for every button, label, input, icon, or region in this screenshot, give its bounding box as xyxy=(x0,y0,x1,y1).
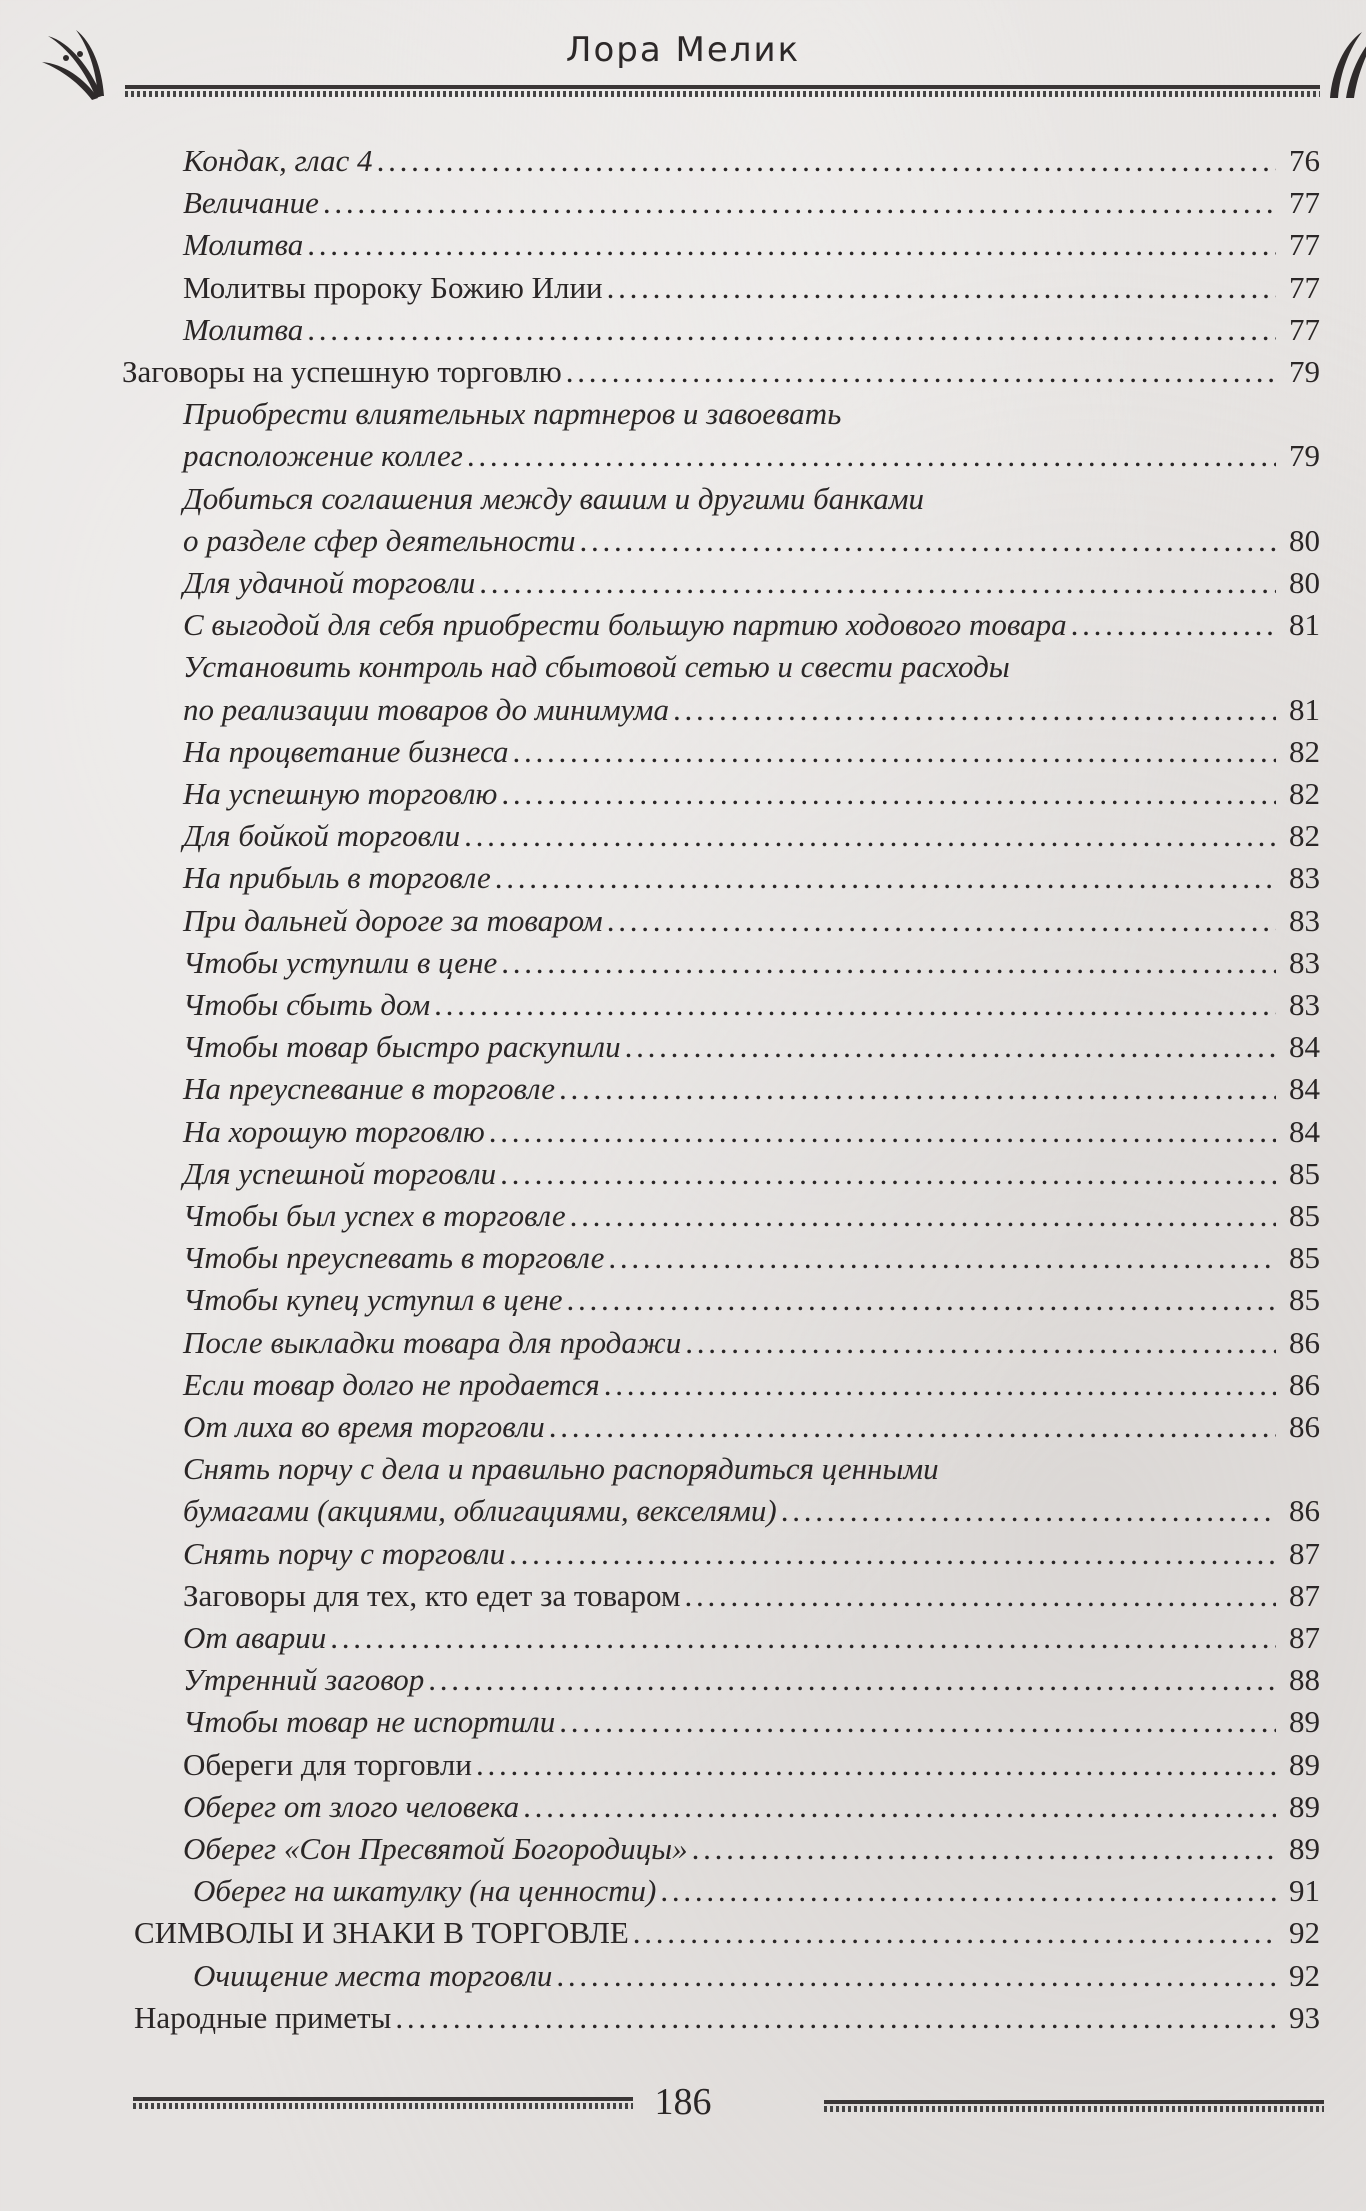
toc-entry-page: 92 xyxy=(1289,1915,1320,1951)
toc-entry-page: 81 xyxy=(1289,691,1320,727)
dot-leader xyxy=(307,309,1276,351)
toc-entry[interactable] xyxy=(0,1111,1366,1153)
toc-entry[interactable] xyxy=(0,815,1366,857)
toc-entry-title: Снять порчу с торговли xyxy=(183,1535,506,1571)
toc-entry[interactable] xyxy=(0,1701,1366,1743)
toc-entry-title-line1: Снять порчу с дела и правильно распорядиться ценными xyxy=(183,1451,939,1487)
dot-leader xyxy=(570,1195,1276,1237)
running-header xyxy=(0,0,1366,130)
toc-entry-title: На успешную торговлю xyxy=(183,776,498,811)
toc-entry-title: расположение коллег xyxy=(183,438,463,474)
toc-entry[interactable] xyxy=(0,1279,1366,1321)
toc-entry[interactable] xyxy=(0,984,1366,1026)
toc-entry-page: 88 xyxy=(1289,1662,1320,1698)
toc-entry[interactable] xyxy=(0,1026,1366,1068)
toc-entry-page: 87 xyxy=(1289,1535,1320,1571)
toc-entry-title: На процветание бизнеса xyxy=(183,733,509,769)
toc-entry-page: 85 xyxy=(1289,1155,1320,1191)
page-number: 186 xyxy=(654,2081,712,2123)
toc-entry-page: 87 xyxy=(1289,1620,1320,1655)
toc-entry-page: 82 xyxy=(1289,818,1320,854)
toc-entry[interactable] xyxy=(0,604,1366,646)
dot-leader xyxy=(523,1786,1276,1828)
dot-leader xyxy=(395,1997,1276,2039)
dot-leader xyxy=(625,1026,1276,1068)
toc-entry[interactable] xyxy=(0,857,1366,899)
dot-leader xyxy=(549,1406,1276,1448)
toc-entry-page: 85 xyxy=(1289,1240,1320,1276)
dot-leader xyxy=(479,562,1276,604)
dot-leader xyxy=(476,1744,1276,1786)
toc-entry-title: Для успешной торговли xyxy=(183,1155,497,1191)
toc-entry-title: С выгодой для себя приобрести большую партию ходового товара xyxy=(183,607,1067,643)
toc-entry-title-line1: Приобрести влиятельных партнеров и завоевать xyxy=(183,396,842,432)
toc-entry-title: Чтобы уступили в цене xyxy=(183,944,498,980)
toc-entry-title: Молитвы пророку Божию Илии xyxy=(183,269,603,305)
dot-leader xyxy=(566,351,1276,393)
toc-entry[interactable] xyxy=(0,773,1366,815)
toc-entry[interactable] xyxy=(0,1955,1366,1997)
dot-leader xyxy=(512,731,1276,773)
toc-entry-page: 83 xyxy=(1289,902,1320,938)
dot-leader xyxy=(434,984,1276,1026)
toc-entry[interactable] xyxy=(0,1448,1366,1532)
dot-leader xyxy=(495,857,1276,899)
dot-leader xyxy=(509,1533,1276,1575)
toc-entry[interactable] xyxy=(0,393,1366,477)
toc-entry-page: 86 xyxy=(1289,1366,1320,1402)
toc-entry-title: Чтобы товар быстро раскупили xyxy=(183,1029,621,1065)
toc-entry-page: 77 xyxy=(1289,185,1320,221)
toc-entry[interactable] xyxy=(0,224,1366,266)
toc-entry-page: 77 xyxy=(1289,311,1320,347)
dot-leader xyxy=(559,1701,1276,1743)
dot-leader xyxy=(660,1870,1276,1912)
dot-leader xyxy=(428,1659,1276,1701)
toc-entry-page: 80 xyxy=(1289,522,1320,558)
toc-entry-title: Для удачной торговли xyxy=(183,565,476,600)
dot-leader xyxy=(377,140,1276,182)
dot-leader xyxy=(556,1955,1276,1997)
toc-entry-page: 89 xyxy=(1289,1831,1320,1866)
dot-leader xyxy=(559,1068,1276,1110)
toc-entry-title: Молитва xyxy=(183,311,304,347)
toc-entry-page: 89 xyxy=(1289,1788,1320,1824)
toc-entry[interactable] xyxy=(0,1406,1366,1448)
toc-entry-page: 77 xyxy=(1289,269,1320,305)
toc-entry[interactable] xyxy=(0,1617,1366,1659)
toc-entry-page: 86 xyxy=(1289,1409,1320,1444)
toc-entry-page: 85 xyxy=(1289,1282,1320,1318)
dot-leader xyxy=(500,1153,1276,1195)
toc-entry[interactable] xyxy=(0,1364,1366,1406)
toc-entry-title: Чтобы сбыть дом xyxy=(183,987,431,1022)
toc-entry-title: Народные приметы xyxy=(134,1999,392,2035)
toc-entry-page: 89 xyxy=(1289,1704,1320,1740)
toc-entry[interactable] xyxy=(0,140,1366,182)
toc-entry-page: 83 xyxy=(1289,860,1320,896)
toc-entry[interactable] xyxy=(0,1533,1366,1575)
dot-leader xyxy=(489,1111,1276,1153)
dot-leader xyxy=(685,1322,1276,1364)
toc-entry[interactable] xyxy=(0,1912,1366,1954)
dot-leader xyxy=(580,520,1276,562)
dot-leader xyxy=(607,267,1276,309)
toc-entry-page: 87 xyxy=(1289,1577,1320,1613)
toc-entry[interactable] xyxy=(0,1659,1366,1701)
toc-entry[interactable] xyxy=(0,351,1366,393)
author-name: Лора Мелик xyxy=(565,30,801,70)
dot-leader xyxy=(692,1828,1276,1870)
toc-entry[interactable] xyxy=(0,1575,1366,1617)
toc-entry-page: 92 xyxy=(1289,1957,1320,1993)
toc-entry-title: После выкладки товара для продажи xyxy=(183,1324,682,1360)
toc-entry-title: о разделе сфер деятельности xyxy=(183,522,576,558)
toc-entry-title-line1: Добиться соглашения между вашим и другими банками xyxy=(183,480,925,516)
dot-leader xyxy=(608,1237,1276,1279)
toc-entry[interactable] xyxy=(0,562,1366,604)
toc-entry[interactable] xyxy=(0,1195,1366,1237)
dot-leader xyxy=(685,1575,1276,1617)
dot-leader xyxy=(566,1279,1276,1321)
toc-entry-title: Заговоры на успешную торговлю xyxy=(122,354,562,389)
toc-entry[interactable] xyxy=(0,1068,1366,1110)
toc-entry-page: 89 xyxy=(1289,1746,1320,1782)
toc-entry-title: Утренний заговор xyxy=(183,1662,425,1698)
toc-entry-title: бумагами (акциями, облигациями, векселями) xyxy=(183,1493,777,1529)
toc-entry-title: СИМВОЛЫ И ЗНАКИ В ТОРГОВЛЕ xyxy=(134,1915,629,1951)
toc-entry-page: 79 xyxy=(1289,354,1320,389)
toc-entry[interactable] xyxy=(0,1322,1366,1364)
dot-leader xyxy=(464,815,1276,857)
toc-entry-page: 83 xyxy=(1289,987,1320,1022)
toc-entry[interactable] xyxy=(0,1997,1366,2039)
toc-entry-page: 81 xyxy=(1289,607,1320,643)
dot-leader xyxy=(1071,604,1276,646)
toc-entry[interactable] xyxy=(0,1744,1366,1786)
toc-entry-title: Очищение места торговли xyxy=(193,1957,553,1993)
toc-entry-page: 86 xyxy=(1289,1493,1320,1529)
toc-entry-title: Для бойкой торговли xyxy=(183,818,461,854)
toc-entry[interactable] xyxy=(0,1870,1366,1912)
dot-leader xyxy=(467,435,1276,477)
toc-entry[interactable] xyxy=(0,942,1366,984)
toc-entry-page: 82 xyxy=(1289,733,1320,769)
toc-entry-title: Молитва xyxy=(183,227,304,263)
toc-entry-title: Оберег от злого человека xyxy=(183,1788,520,1824)
toc-entry-title: На преуспевание в торговле xyxy=(183,1071,555,1107)
toc-entry-title: Обереги для торговли xyxy=(183,1746,472,1782)
leaf-ornament-icon xyxy=(1322,28,1366,103)
dot-leader xyxy=(607,900,1276,942)
toc-entry[interactable] xyxy=(0,646,1366,730)
footer-rule-right xyxy=(824,2100,1324,2112)
toc-entry[interactable] xyxy=(0,267,1366,309)
dot-leader xyxy=(330,1617,1276,1659)
toc-entry-title: Кондак, глас 4 xyxy=(183,143,373,178)
toc-entry-title: Если товар долго не продается xyxy=(183,1366,600,1402)
toc-entry[interactable] xyxy=(0,1786,1366,1828)
toc-entry[interactable] xyxy=(0,1153,1366,1195)
toc-entry-title: На прибыль в торговле xyxy=(183,860,491,896)
toc-entry-page: 86 xyxy=(1289,1324,1320,1360)
toc-entry-title: От аварии xyxy=(183,1620,327,1655)
toc-entry-page: 85 xyxy=(1289,1198,1320,1233)
toc-entry[interactable] xyxy=(0,309,1366,351)
toc-entry-page: 76 xyxy=(1289,143,1320,178)
toc-entry-title: Величание xyxy=(183,185,319,221)
toc-entry[interactable] xyxy=(0,182,1366,224)
dot-leader xyxy=(501,773,1276,815)
toc-entry-title: Чтобы товар не испортили xyxy=(183,1704,556,1740)
toc-entry-title: по реализации товаров до минимума xyxy=(183,691,669,727)
toc-entry-page: 91 xyxy=(1289,1873,1320,1909)
toc-entry[interactable] xyxy=(0,1237,1366,1279)
toc-entry-page: 93 xyxy=(1289,1999,1320,2035)
toc-entry-page: 82 xyxy=(1289,776,1320,811)
toc-entry-page: 80 xyxy=(1289,565,1320,600)
toc-entry-title: На хорошую торговлю xyxy=(183,1113,485,1149)
toc-entry[interactable] xyxy=(0,731,1366,773)
dot-leader xyxy=(501,942,1276,984)
toc-entry-page: 84 xyxy=(1289,1071,1320,1107)
toc-entry-page: 83 xyxy=(1289,944,1320,980)
toc-entry-title-line1: Установить контроль над сбытовой сетью и свести расходы xyxy=(183,649,1010,685)
toc-entry-page: 77 xyxy=(1289,227,1320,263)
toc-entry-title: Оберег на шкатулку (на ценности) xyxy=(193,1873,657,1909)
toc-entry-page: 79 xyxy=(1289,438,1320,474)
toc-entry[interactable] xyxy=(0,1828,1366,1870)
dot-leader xyxy=(673,689,1276,731)
toc-entry-title: Оберег «Сон Пресвятой Богородицы» xyxy=(183,1831,688,1866)
dot-leader xyxy=(633,1912,1276,1954)
toc-entry-title: Чтобы был успех в торговле xyxy=(183,1198,566,1233)
toc-entry-title: Чтобы преуспевать в торговле xyxy=(183,1240,605,1276)
dot-leader xyxy=(307,224,1276,266)
dot-leader xyxy=(323,182,1276,224)
toc-entry-title: Заговоры для тех, кто едет за товаром xyxy=(183,1577,681,1613)
dot-leader xyxy=(604,1364,1276,1406)
toc-entry[interactable] xyxy=(0,478,1366,562)
toc-entry-title: При дальней дороге за товаром xyxy=(183,902,603,938)
header-rule xyxy=(125,85,1320,97)
dot-leader xyxy=(781,1490,1276,1532)
toc-entry-title: Чтобы купец уступил в цене xyxy=(183,1282,563,1318)
toc-entry[interactable] xyxy=(0,900,1366,942)
toc-entry-page: 84 xyxy=(1289,1029,1320,1065)
toc-entry-title: От лиха во время торговли xyxy=(183,1409,545,1444)
toc-entry-page: 84 xyxy=(1289,1113,1320,1149)
